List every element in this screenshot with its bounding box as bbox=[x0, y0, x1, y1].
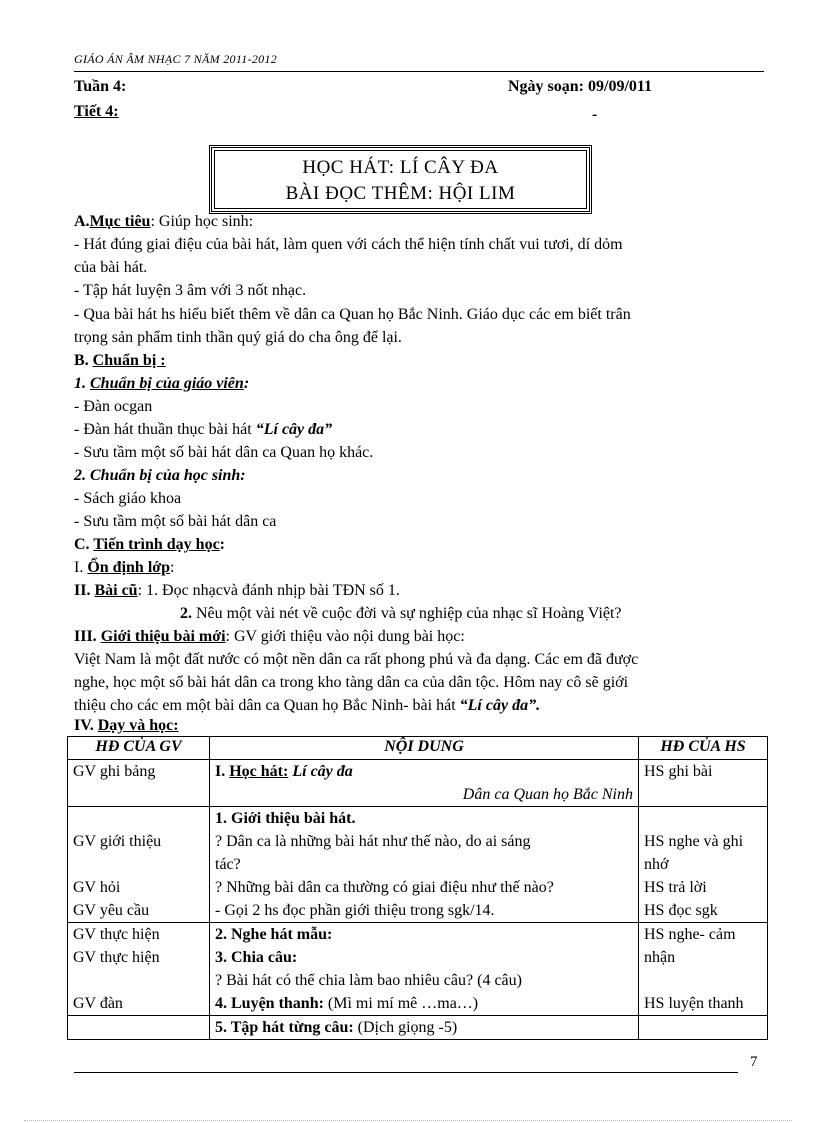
teacher-prep-title: 1. Chuẩn bị của giáo viên: bbox=[74, 375, 250, 392]
teacher-cell: GV thực hiện GV thực hiện GV đàn bbox=[68, 923, 210, 1016]
page-edge bbox=[24, 1120, 792, 1121]
student-cell: HS nghe- cảm nhận HS luyện thanh bbox=[639, 923, 768, 1016]
section-b-heading: B. Chuẩn bị : bbox=[74, 352, 166, 369]
new-lesson-intro: III. Giới thiệu bài mới: GV giới thiệu vào nội dung bài học: bbox=[74, 628, 465, 645]
teacher-prep-item: - Sưu tầm một số bài hát dân ca Quan họ khác. bbox=[74, 444, 374, 461]
old-lesson: II. Bài cũ: 1. Đọc nhạcvà đánh nhịp bài TĐN số 1. bbox=[74, 582, 400, 599]
week-label: Tuần 4: bbox=[74, 78, 127, 95]
table-header-row bbox=[68, 737, 768, 760]
intro-paragraph: Việt Nam là một đất nước có một nền dân ca rất phong phú và đa dạng. Các em đã được bbox=[74, 651, 639, 668]
date-label: Ngày soạn: 09/09/011 bbox=[508, 78, 653, 95]
section-c-heading: C. Tiến trình dạy học: bbox=[74, 536, 225, 553]
title-box bbox=[209, 145, 592, 214]
teacher-prep-item: - Đàn hát thuần thục bài hát “Lí cây đa” bbox=[74, 421, 333, 438]
footer-rule bbox=[74, 1072, 738, 1073]
page-number: 7 bbox=[750, 1054, 758, 1070]
header-student: HĐ CỦA HS bbox=[639, 737, 768, 760]
old-lesson-q2: 2. Nêu một vài nét về cuộc đời và sự nghiệp của nhạc sĩ Hoàng Việt? bbox=[180, 605, 622, 622]
title-line-1: HỌC HÁT: LÍ CÂY ĐA bbox=[302, 157, 499, 178]
content-cell: 2. Nghe hát mẫu: 3. Chia câu: ? Bài hát có thể chia làm bao nhiêu câu? (4 câu) 4. Luyện thanh: (Mì mi mí mê …ma…) bbox=[210, 923, 639, 1016]
intro-paragraph: thiệu cho các em một bài dân ca Quan họ Bắc Ninh- bài hát “Lí cây đa”. bbox=[74, 697, 541, 714]
student-prep-title: 2. Chuẩn bị của học sinh: bbox=[74, 467, 246, 484]
section-a-heading: A.Mục tiêu: Giúp học sinh: bbox=[74, 213, 254, 230]
teacher-cell bbox=[68, 1016, 210, 1040]
title-line-2: BÀI ĐỌC THÊM: HỘI LIM bbox=[285, 183, 516, 204]
header-rule bbox=[74, 71, 764, 72]
student-prep-item: - Sách giáo khoa bbox=[74, 490, 182, 507]
section-a-line: - Tập hát luyện 3 âm với 3 nốt nhạc. bbox=[74, 282, 307, 299]
section-a-line: của bài hát. bbox=[74, 259, 148, 276]
student-prep-item: - Sưu tầm một số bài hát dân ca bbox=[74, 513, 277, 530]
document-header: GIÁO ÁN ÂM NHẠC 7 NĂM 2011-2012 bbox=[74, 52, 278, 66]
student-cell: HS ghi bài bbox=[639, 760, 768, 807]
student-cell: HS nghe và ghi nhớ HS trả lời HS đọc sgk bbox=[639, 807, 768, 923]
table-row bbox=[68, 760, 768, 807]
teacher-prep-item: - Đàn ocgan bbox=[74, 398, 153, 415]
section-a-line: - Hát đúng giai điệu của bài hát, làm quen với cách thể hiện tính chất vui tươi, dí dỏm bbox=[74, 236, 623, 253]
table-row bbox=[68, 923, 768, 1016]
header-content: NỘI DUNG bbox=[210, 737, 639, 760]
dash-mark: - bbox=[592, 106, 598, 123]
student-cell bbox=[639, 1016, 768, 1040]
table-row bbox=[68, 807, 768, 923]
content-cell: 1. Giới thiệu bài hát. ? Dân ca là những bài hát như thế nào, do ai sáng tác? ? Những bài dân ca thường có giai điệu như thế nào? - Gọi 2 hs đọc phần giới thiệu trong sgk/14. bbox=[210, 807, 639, 923]
table-row bbox=[68, 1016, 768, 1040]
header-teacher: HĐ CỦA GV bbox=[68, 737, 210, 760]
section-a-line: - Qua bài hát hs hiểu biết thêm về dân ca Quan họ Bắc Ninh. Giáo dục các em biết trân bbox=[74, 306, 631, 323]
content-cell: 5. Tập hát từng câu: (Dịch giọng -5) bbox=[210, 1016, 639, 1040]
period-label: Tiết 4: bbox=[74, 103, 119, 120]
teacher-cell: GV ghi bảng bbox=[68, 760, 210, 807]
content-cell: I. Học hát: Lí cây đa Dân ca Quan họ Bắc Ninh bbox=[210, 760, 639, 807]
section-a-line: trọng sản phẩm tinh thần quý giá do cha ông để lại. bbox=[74, 329, 402, 346]
intro-paragraph: nghe, học một số bài hát dân ca trong kho tàng dân ca của dân tộc. Hôm nay cô sẽ giới bbox=[74, 674, 629, 691]
class-stability: I. Ổn định lớp: bbox=[74, 559, 175, 576]
teaching-heading: IV. Dạy và học: bbox=[74, 717, 179, 734]
teacher-cell: GV giới thiệu GV hỏi GV yêu cầu bbox=[68, 807, 210, 923]
lesson-table bbox=[67, 736, 768, 1040]
